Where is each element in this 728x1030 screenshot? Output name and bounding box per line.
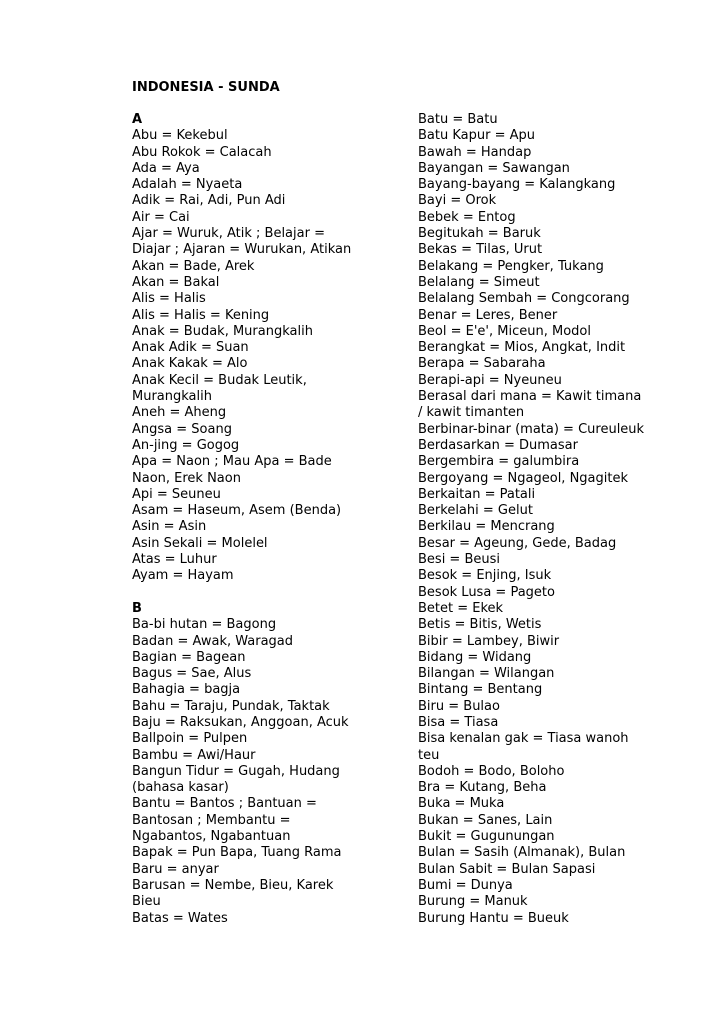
dictionary-entry: Ada = Aya (132, 160, 200, 176)
dictionary-entry: Api = Seuneu (132, 486, 221, 502)
dictionary-entry: Adik = Rai, Adi, Pun Adi (132, 193, 286, 209)
dictionary-entry: Air = Cai (132, 209, 190, 225)
dictionary-entry: Baru = anyar (132, 861, 219, 877)
dictionary-entry: Ballpoin = Pulpen (132, 731, 248, 747)
dictionary-entry: Besok Lusa = Pageto (418, 584, 555, 600)
dictionary-entry: Berasal dari mana = Kawit timana (418, 389, 642, 405)
dictionary-entry: Batas = Wates (132, 910, 228, 926)
dictionary-entry: Buka = Muka (418, 796, 505, 812)
dictionary-entry: Bintang = Bentang (418, 682, 543, 698)
dictionary-entry: Diajar ; Ajaran = Wurukan, Atikan (132, 242, 352, 258)
dictionary-entry: Abu Rokok = Calacah (132, 144, 272, 160)
dictionary-entry: Betet = Ekek (418, 600, 504, 616)
dictionary-entry: Atas = Luhur (132, 552, 217, 568)
dictionary-entry: Anak Kakak = Alo (132, 356, 248, 372)
dictionary-entry: Bisa kenalan gak = Tiasa wanoh (418, 731, 629, 747)
dictionary-entry: Betis = Bitis, Wetis (418, 617, 542, 633)
dictionary-entry: Bantu = Bantos ; Bantuan = (132, 796, 317, 812)
dictionary-entry: Bayang-bayang = Kalangkang (418, 177, 616, 193)
dictionary-entry: An-jing = Gogog (132, 437, 240, 453)
dictionary-entry: Berkelahi = Gelut (418, 503, 533, 519)
right-column (418, 112, 718, 927)
dictionary-entry: Bra = Kutang, Beha (418, 780, 547, 796)
dictionary-entry: Ajar = Wuruk, Atik ; Belajar = (132, 226, 325, 242)
dictionary-entry: Belalang = Simeut (418, 274, 540, 290)
dictionary-entry: Asam = Haseum, Asem (Benda) (132, 503, 342, 519)
dictionary-entry: Akan = Bade, Arek (132, 258, 255, 274)
dictionary-entry: Akan = Bakal (132, 274, 220, 290)
dictionary-entry: Besi = Beusi (418, 552, 500, 568)
dictionary-entry: Bilangan = Wilangan (418, 666, 555, 682)
dictionary-entry: Bodoh = Bodo, Boloho (418, 763, 565, 779)
dictionary-entry: Bibir = Lambey, Biwir (418, 633, 560, 649)
dictionary-entry: Asin Sekali = Molelel (132, 535, 268, 551)
dictionary-entry: Bieu (132, 894, 161, 910)
dictionary-entry: Anak = Budak, Murangkalih (132, 323, 313, 339)
dictionary-entry: Berapa = Sabaraha (418, 356, 546, 372)
dictionary-entry: Bahagia = bagja (132, 682, 241, 698)
dictionary-entry: Bapak = Pun Bapa, Tuang Rama (132, 845, 342, 861)
section-heading: B (132, 600, 142, 616)
dictionary-entry: Bergembira = galumbira (418, 454, 580, 470)
dictionary-entry: (bahasa kasar) (132, 780, 229, 796)
dictionary-entry: Bambu = Awi/Haur (132, 747, 256, 763)
dictionary-entry: Bahu = Taraju, Pundak, Taktak (132, 698, 330, 714)
dictionary-entry: Burung Hantu = Bueuk (418, 910, 569, 926)
dictionary-entry: Bisa = Tiasa (418, 714, 499, 730)
dictionary-entry: Barusan = Nembe, Bieu, Karek (132, 877, 334, 893)
section-heading: A (132, 112, 143, 127)
dictionary-entry: Beol = E'e', Miceun, Modol (418, 323, 591, 339)
dictionary-entry: Alis = Halis (132, 291, 206, 307)
dictionary-entry: Abu = Kekebul (132, 128, 228, 144)
dictionary-entry: Berdasarkan = Dumasar (418, 437, 578, 453)
dictionary-entry: Batu Kapur = Apu (418, 128, 535, 144)
dictionary-entry: Begitukah = Baruk (418, 226, 541, 242)
blank-line (132, 585, 412, 601)
dictionary-entry: / kawit timanten (418, 405, 525, 421)
left-column (132, 112, 412, 927)
dictionary-entry: Biru = Bulao (418, 698, 500, 714)
dictionary-entry: Berkaitan = Patali (418, 486, 536, 502)
dictionary-entry: Ngabantos, Ngabantuan (132, 829, 291, 845)
dictionary-entry: Belalang Sembah = Congcorang (418, 291, 630, 307)
dictionary-entry: Burung = Manuk (418, 894, 528, 910)
dictionary-entry: Berkilau = Mencrang (418, 519, 555, 535)
dictionary-entry: Badan = Awak, Waragad (132, 633, 294, 649)
dictionary-entry: Ba-bi hutan = Bagong (132, 617, 277, 633)
dictionary-entry: Apa = Naon ; Mau Apa = Bade (132, 454, 332, 470)
dictionary-entry: Murangkalih (132, 389, 212, 405)
dictionary-entry: Bagian = Bagean (132, 649, 246, 665)
dictionary-entry: Bidang = Widang (418, 649, 532, 665)
dictionary-entry: Batu = Batu (418, 112, 498, 127)
dictionary-entry: Bumi = Dunya (418, 877, 513, 893)
dictionary-entry: Belakang = Pengker, Tukang (418, 258, 604, 274)
dictionary-entry: Berapi-api = Nyeuneu (418, 372, 562, 388)
dictionary-entry: Adalah = Nyaeta (132, 177, 243, 193)
dictionary-entry: Aneh = Aheng (132, 405, 227, 421)
dictionary-entry: Alis = Halis = Kening (132, 307, 270, 323)
dictionary-entry: Bayi = Orok (418, 193, 497, 209)
dictionary-entry: Ayam = Hayam (132, 568, 234, 584)
dictionary-entry: Baju = Raksukan, Anggoan, Acuk (132, 714, 349, 730)
dictionary-entry: Anak Adik = Suan (132, 340, 249, 356)
dictionary-entry: Naon, Erek Naon (132, 470, 241, 486)
dictionary-entry: Anak Kecil = Budak Leutik, (132, 372, 307, 388)
dictionary-entry: Berbinar-binar (mata) = Cureuleuk (418, 421, 645, 437)
dictionary-entry: Bangun Tidur = Gugah, Hudang (132, 763, 340, 779)
dictionary-entry: Benar = Leres, Bener (418, 307, 558, 323)
dictionary-entry: Bulan Sabit = Bulan Sapasi (418, 861, 596, 877)
dictionary-entry: Bekas = Tilas, Urut (418, 242, 543, 258)
dictionary-entry: Besok = Enjing, Isuk (418, 568, 552, 584)
dictionary-entry: Angsa = Soang (132, 421, 232, 437)
dictionary-entry: Bulan = Sasih (Almanak), Bulan (418, 845, 626, 861)
dictionary-entry: Besar = Ageung, Gede, Badag (418, 535, 617, 551)
dictionary-entry: Berangkat = Mios, Angkat, Indit (418, 340, 626, 356)
dictionary-entry: Bergoyang = Ngageol, Ngagitek (418, 470, 628, 486)
dictionary-entry: Bantosan ; Membantu = (132, 812, 291, 828)
dictionary-entry: Bawah = Handap (418, 144, 532, 160)
dictionary-entry: Bukit = Gugunungan (418, 829, 555, 845)
dictionary-entry: Bagus = Sae, Alus (132, 666, 252, 682)
dictionary-entry: Bukan = Sanes, Lain (418, 812, 553, 828)
document-title: INDONESIA - SUNDA (132, 80, 280, 95)
dictionary-entry: Bayangan = Sawangan (418, 160, 570, 176)
dictionary-entry: Asin = Asin (132, 519, 207, 535)
dictionary-entry: teu (418, 747, 440, 763)
dictionary-entry: Bebek = Entog (418, 209, 516, 225)
